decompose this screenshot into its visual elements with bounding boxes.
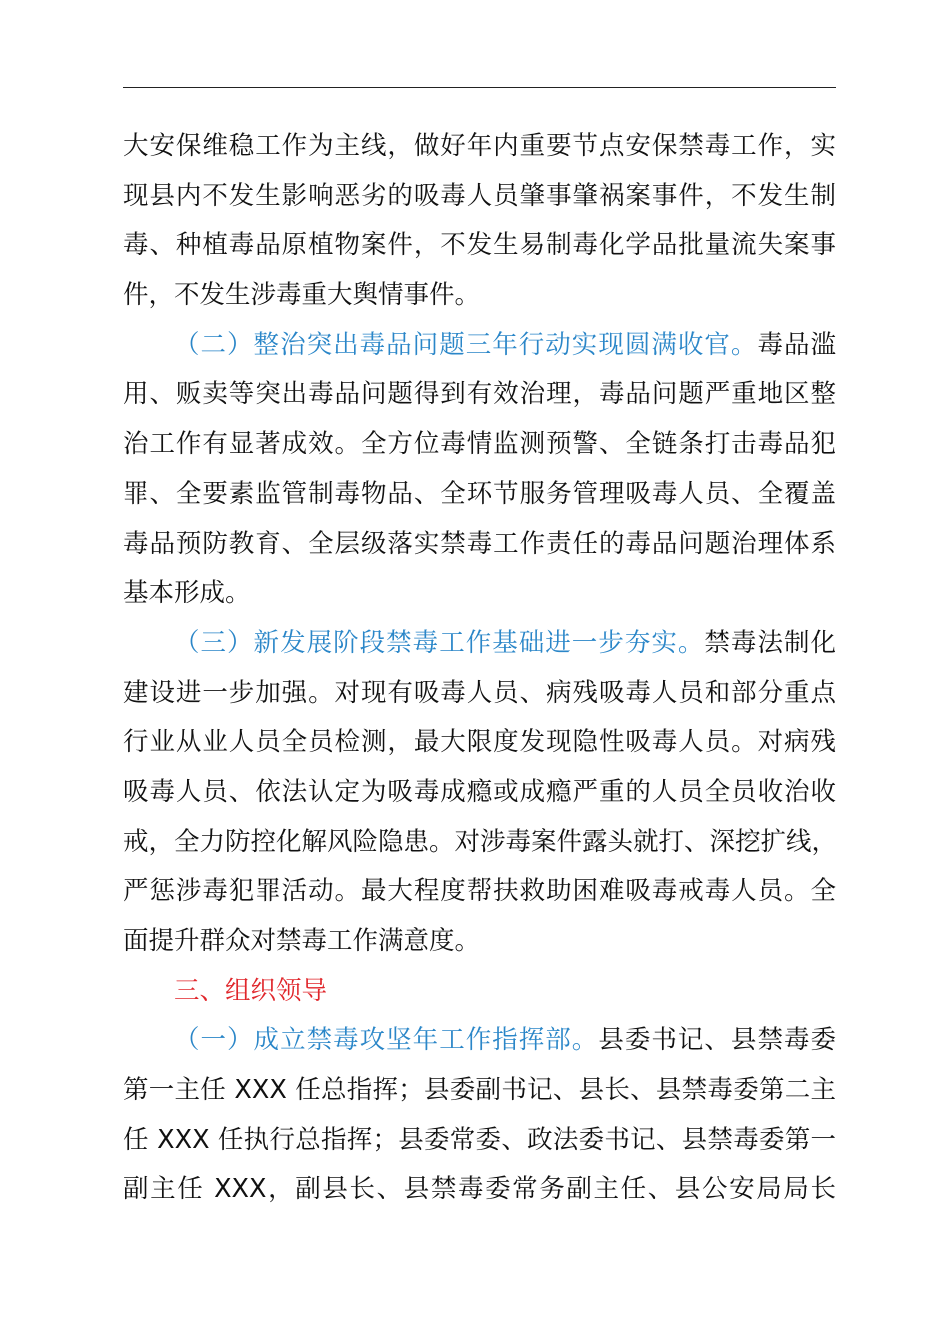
- body-line: 副主任 XXX，副县长、县禁毒委常务副主任、县公安局局长: [123, 1174, 836, 1205]
- body-line: 现县内不发生影响恶劣的吸毒人员肇事肇祸案事件，不发生制: [123, 180, 836, 211]
- body-line: 任 XXX 任执行总指挥；县委常委、政法委书记、县禁毒委第一: [123, 1124, 836, 1155]
- body-line: 大安保维稳工作为主线，做好年内重要节点安保禁毒工作，实: [123, 131, 836, 161]
- body-line: 治工作有显著成效。全方位毒情监测预警、全链条打击毒品犯: [123, 429, 836, 460]
- body-text: 县委书记、县禁毒委: [598, 1025, 836, 1056]
- body-line: 第一主任 XXX 任总指挥；县委副书记、县长、县禁毒委第二主: [123, 1075, 836, 1106]
- body-line: 吸毒人员、依法认定为吸毒成瘾或成瘾严重的人员全员收治收: [123, 776, 836, 807]
- body-line: 面提升群众对禁毒工作满意度。: [123, 926, 481, 956]
- header-rule: [123, 87, 836, 88]
- body-text: 禁毒法制化: [704, 627, 836, 658]
- body-line: 毒品预防教育、全层级落实禁毒工作责任的毒品问题治理体系: [123, 528, 836, 559]
- document-body: [123, 122, 836, 1215]
- body-line: 罪、全要素监管制毒物品、全环节服务管理吸毒人员、全覆盖: [123, 478, 836, 509]
- body-line: 毒、种植毒品原植物案件，不发生易制毒化学品批量流失案事: [123, 230, 836, 261]
- paragraph-heading-line: [123, 619, 836, 669]
- body-line: 件，不发生涉毒重大舆情事件。: [123, 280, 481, 311]
- paragraph-heading-line: [123, 1016, 836, 1066]
- body-line: 用、贩卖等突出毒品问题得到有效治理，毒品问题严重地区整: [123, 379, 836, 410]
- body-line: 基本形成。: [123, 578, 251, 609]
- body-line: 戒，全力防控化解风险隐患。对涉毒案件露头就打、深挖扩线，: [123, 826, 838, 857]
- subsection-heading: （二）整治突出毒品问题三年行动实现圆满收官。: [174, 329, 758, 360]
- body-line: 行业从业人员全员检测，最大限度发现隐性吸毒人员。对病残: [123, 727, 836, 758]
- subsection-heading: （三）新发展阶段禁毒工作基础进一步夯实。: [174, 627, 705, 658]
- body-line: 严惩涉毒犯罪活动。最大程度帮扶救助困难吸毒戒毒人员。全: [123, 876, 836, 907]
- subsection-heading: （一）成立禁毒攻坚年工作指挥部。: [174, 1025, 599, 1056]
- body-line: 建设进一步加强。对现有吸毒人员、病残吸毒人员和部分重点: [123, 677, 836, 708]
- section-heading: 三、组织领导: [174, 975, 328, 1006]
- paragraph-heading-line: [123, 321, 836, 371]
- body-text: 毒品滥: [757, 329, 836, 360]
